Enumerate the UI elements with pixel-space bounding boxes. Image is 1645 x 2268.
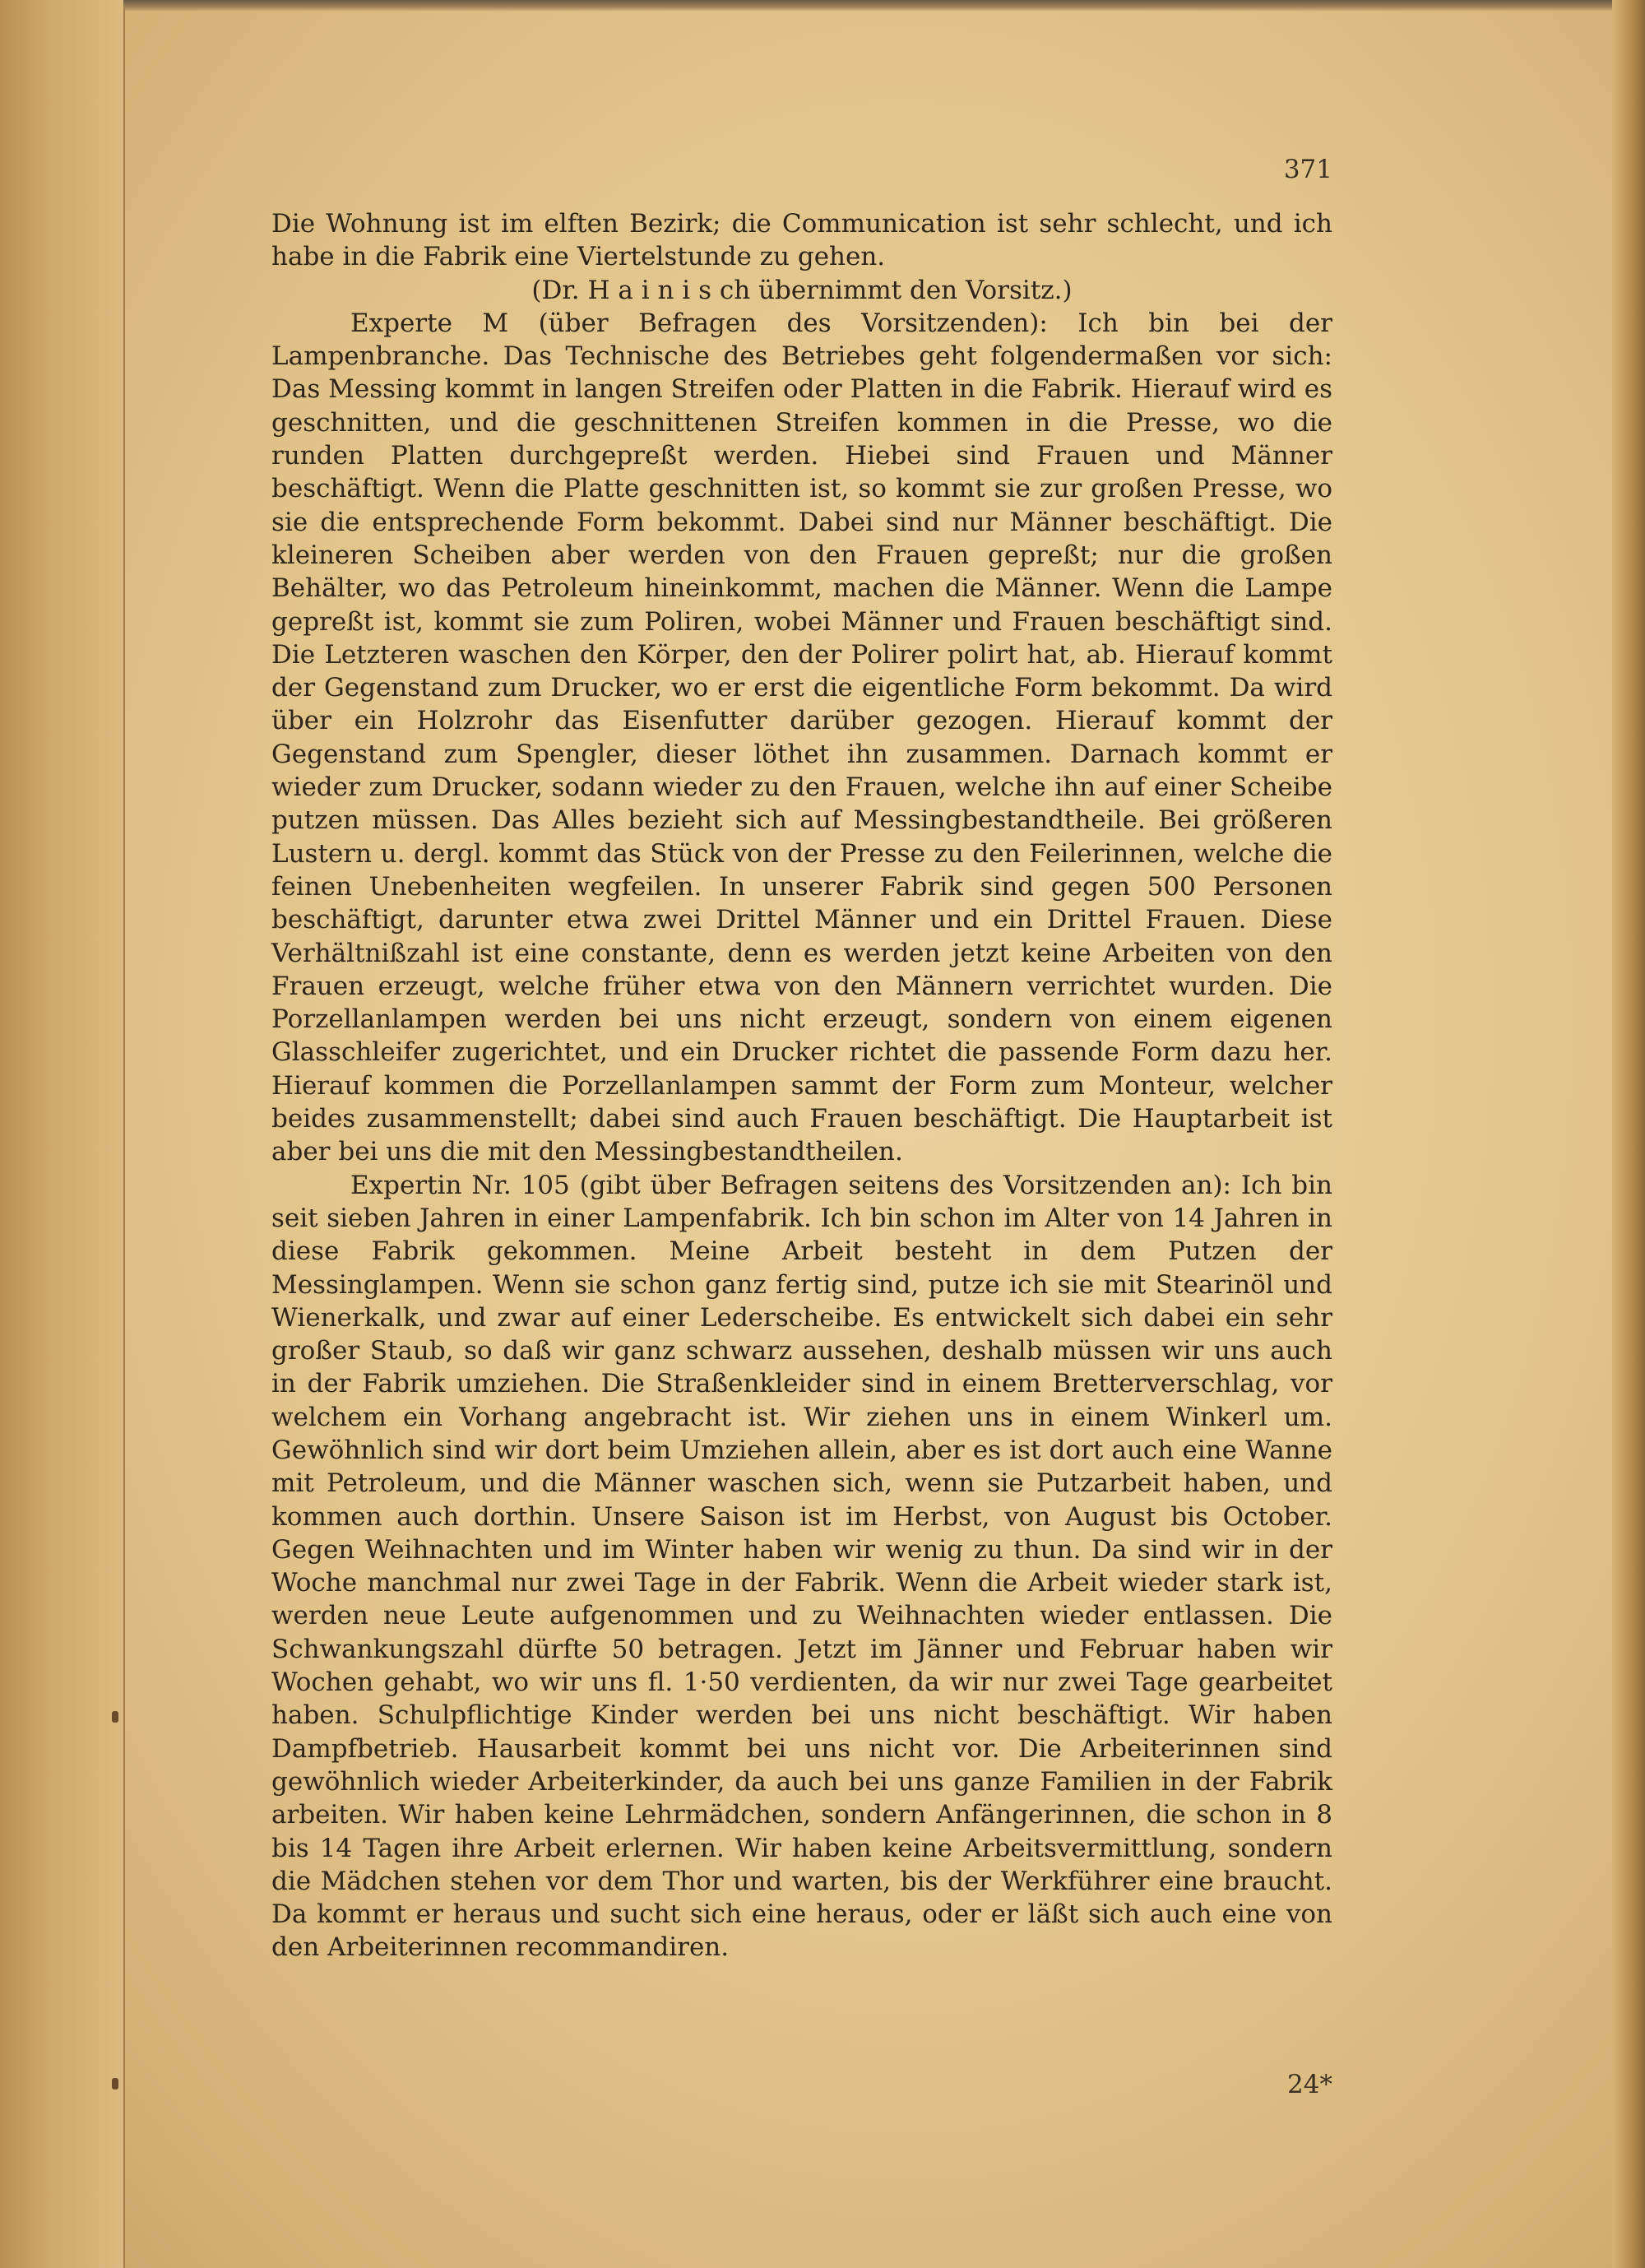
paragraph-chair-note: (Dr. H a i n i s ch übernimmt den Vorsitz.) [531,275,1073,305]
page-top-edge [123,0,1612,12]
printer-signature: 24* [1287,2070,1332,2099]
body-text [271,207,1332,1964]
book-gutter [0,0,125,2268]
binding-mark [112,1711,118,1723]
paragraph-experte-m: Experte M (über Befragen des Vorsitzenden): Ich bin bei der Lampenbranche. Das Technische des Betriebes geht folgendermaßen vor sich: Das Messing kommt in langen Streifen oder Platten in die Fabrik. Hierauf wird es geschnitten, und die geschnittenen Streifen kommen in die Presse, wo die runden Platten durchgepreßt werden. Hiebei sind Frauen und Männer beschäftigt. Wenn die Platte geschnitten ist, so kommt sie zur großen Presse, wo sie die entsprechende Form bekommt. Dabei sind nur Männer beschäftigt. Die kleineren Scheiben aber werden von den Frauen gepreßt; nur die großen Behälter, wo das Petroleum hineinkommt, machen die Männer. Wenn die Lampe gepreßt ist, kommt sie zum Poliren, wobei Männer und Frauen beschäftigt sind. Die Letzteren waschen den Körper, den der Polirer polirt hat, ab. Hierauf kommt der Gegenstand zum Drucker, wo er erst die eigentliche Form bekommt. Da wird über ein Holzrohr das Eisenfutter darüber gezogen. Hierauf kommt der Gegenstand zum Spengler, dieser löthet ihn zusammen. Darnach kommt er wieder zum Drucker, sodann wieder zu den Frauen, welche ihn auf einer Scheibe putzen müssen. Das Alles bezieht sich auf Messingbestandtheile. Bei größeren Lustern u. dergl. kommt das Stück von der Presse zu den Feilerinnen, welche die feinen Unebenheiten wegfeilen. In unserer Fabrik sind gegen 500 Personen beschäftigt, darunter etwa zwei Drittel Männer und ein Drittel Frauen. Diese Verhältnißzahl ist eine constante, denn es werden jetzt keine Arbeiten von den Frauen erzeugt, welche früher etwa von den Männern verrichtet wurden. Die Porzellanlampen werden bei uns nicht erzeugt, sondern von einem eigenen Glasschleifer zugerichtet, und ein Drucker richtet die passende Form dazu her. Hierauf kommen die Porzellanlampen sammt der Form zum Monteur, welcher beides zusammenstellt; dabei sind auch Frauen beschäftigt. Die Hauptarbeit ist aber bei uns die mit den Messingbestandtheilen. [271,308,1332,1167]
page-number: 371 [1283,155,1332,184]
paragraph-expertin-105: Expertin Nr. 105 (gibt über Befragen seitens des Vorsitzenden an): Ich bin seit sieben Jahren in einer Lampenfabrik. Ich bin schon im Alter von 14 Jahren in diese Fabrik gekommen. Meine Arbeit besteht in dem Putzen der Messinglampen. Wenn sie schon ganz fertig sind, putze ich sie mit Stearinöl und Wienerkalk, und zwar auf einer Lederscheibe. Es entwickelt sich dabei ein sehr großer Staub, so daß wir ganz schwarz aussehen, deshalb müssen wir uns auch in der Fabrik umziehen. Die Straßenkleider sind in einem Bretterverschlag, vor welchem ein Vorhang angebracht ist. Wir ziehen uns in einem Winkerl um. Gewöhnlich sind wir dort beim Umziehen allein, aber es ist dort auch eine Wanne mit Petroleum, und die Männer waschen sich, wenn sie Putzarbeit haben, und kommen auch dorthin. Unsere Saison ist im Herbst, von August bis October. Gegen Weihnachten und im Winter haben wir wenig zu thun. Da sind wir in der Woche manchmal nur zwei Tage in der Fabrik. Wenn die Arbeit wieder stark ist, werden neue Leute aufgenommen und zu Weihnachten wieder entlassen. Die Schwankungszahl dürfte 50 betragen. Jetzt im Jänner und Februar haben wir Wochen gehabt, wo wir uns fl. 1·50 verdienten, da wir nur zwei Tage gearbeitet haben. Schulpflichtige Kinder werden bei uns nicht beschäftigt. Wir haben Dampfbetrieb. Hausarbeit kommt bei uns nicht vor. Die Arbeiterinnen sind gewöhnlich wieder Arbeiterkinder, da auch bei uns ganze Familien in der Fabrik arbeiten. Wir haben keine Lehrmädchen, sondern Anfängerinnen, die schon in 8 bis 14 Tagen ihre Arbeit erlernen. Wir haben keine Arbeitsvermittlung, sondern die Mädchen stehen vor dem Thor und warten, bis der Werkführer eine braucht. Da kommt er heraus und sucht sich eine heraus, oder er läßt sich auch eine von den Arbeiterinnen recommandiren. [271,1170,1332,1963]
page-right-edge [1612,0,1645,2268]
paragraph-continuation: Die Wohnung ist im elften Bezirk; die Communication ist sehr schlecht, und ich habe in die Fabrik eine Viertelstunde zu gehen. [271,209,1332,272]
binding-mark [112,2078,118,2089]
